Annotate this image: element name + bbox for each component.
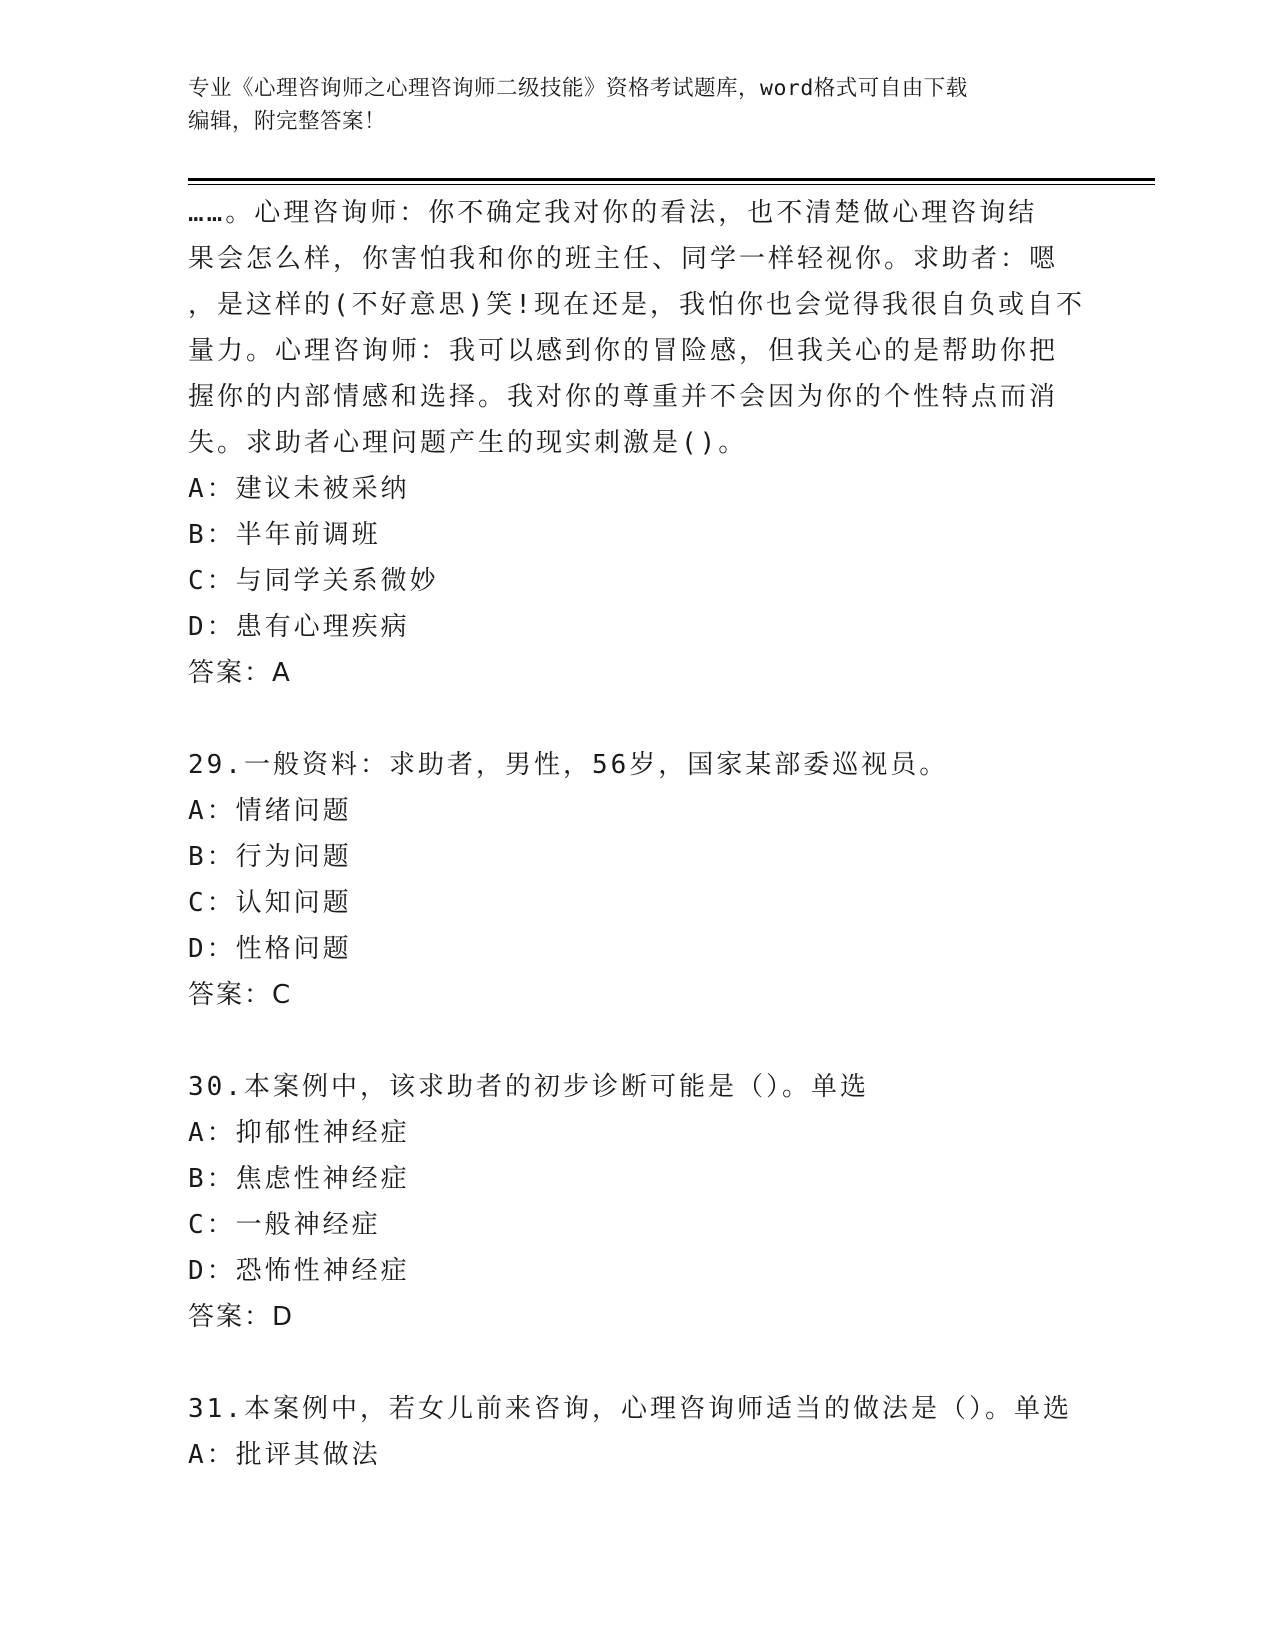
option-c: C：一般神经症 <box>188 1210 381 1240</box>
question-title: 30.本案例中，该求助者的初步诊断可能是（）。单选 <box>188 1072 869 1102</box>
passage-line: 果会怎么样，你害怕我和你的班主任、同学一样轻视你。求助者：嗯 <box>188 244 1059 274</box>
option-a: A：抑郁性神经症 <box>188 1118 410 1148</box>
question-title: 29.一般资料：求助者，男性，56岁，国家某部委巡视员。 <box>188 750 949 780</box>
option-c: C：认知问题 <box>188 888 352 918</box>
question-30 <box>188 1064 1088 1340</box>
passage-line: ，是这样的(不好意思)笑!现在还是，我怕你也会觉得我很自负或自不 <box>188 290 1085 320</box>
header-line-2: 编辑，附完整答案！ <box>188 109 387 134</box>
document-body <box>188 190 1088 1478</box>
option-b: B：焦虑性神经症 <box>188 1164 410 1194</box>
passage-line: 量力。心理咨询师：我可以感到你的冒险感，但我关心的是帮助你把 <box>188 336 1059 366</box>
question-28-passage <box>188 190 1088 696</box>
option-a: A：批评其做法 <box>188 1440 381 1470</box>
answer-line: 答案：C <box>188 980 293 1010</box>
option-a: A：建议未被采纳 <box>188 474 410 504</box>
document-header <box>188 72 1068 138</box>
header-divider-thin <box>188 184 1155 185</box>
header-divider-thick <box>188 178 1155 181</box>
option-d: D：性格问题 <box>188 934 352 964</box>
option-d: D：恐怖性神经症 <box>188 1256 410 1286</box>
spacer <box>188 696 1088 742</box>
spacer <box>188 1018 1088 1064</box>
passage-line: ……。心理咨询师：你不确定我对你的看法，也不清楚做心理咨询结 <box>188 198 1038 228</box>
option-a: A：情绪问题 <box>188 796 352 826</box>
passage-line: 握你的内部情感和选择。我对你的尊重并不会因为你的个性特点而消 <box>188 382 1059 412</box>
answer-line: 答案：A <box>188 658 292 688</box>
option-c: C：与同学关系微妙 <box>188 566 439 596</box>
question-31 <box>188 1386 1088 1478</box>
answer-line: 答案：D <box>188 1302 295 1332</box>
question-title: 31.本案例中，若女儿前来咨询，心理咨询师适当的做法是（）。单选 <box>188 1394 1072 1424</box>
option-b: B：半年前调班 <box>188 520 381 550</box>
header-line-1: 专业《心理咨询师之心理咨询师二级技能》资格考试题库，word格式可自由下载 <box>188 76 968 101</box>
question-29 <box>188 742 1088 1018</box>
spacer <box>188 1340 1088 1386</box>
option-d: D：患有心理疾病 <box>188 612 410 642</box>
passage-line: 失。求助者心理问题产生的现实刺激是()。 <box>188 428 748 458</box>
option-b: B：行为问题 <box>188 842 352 872</box>
